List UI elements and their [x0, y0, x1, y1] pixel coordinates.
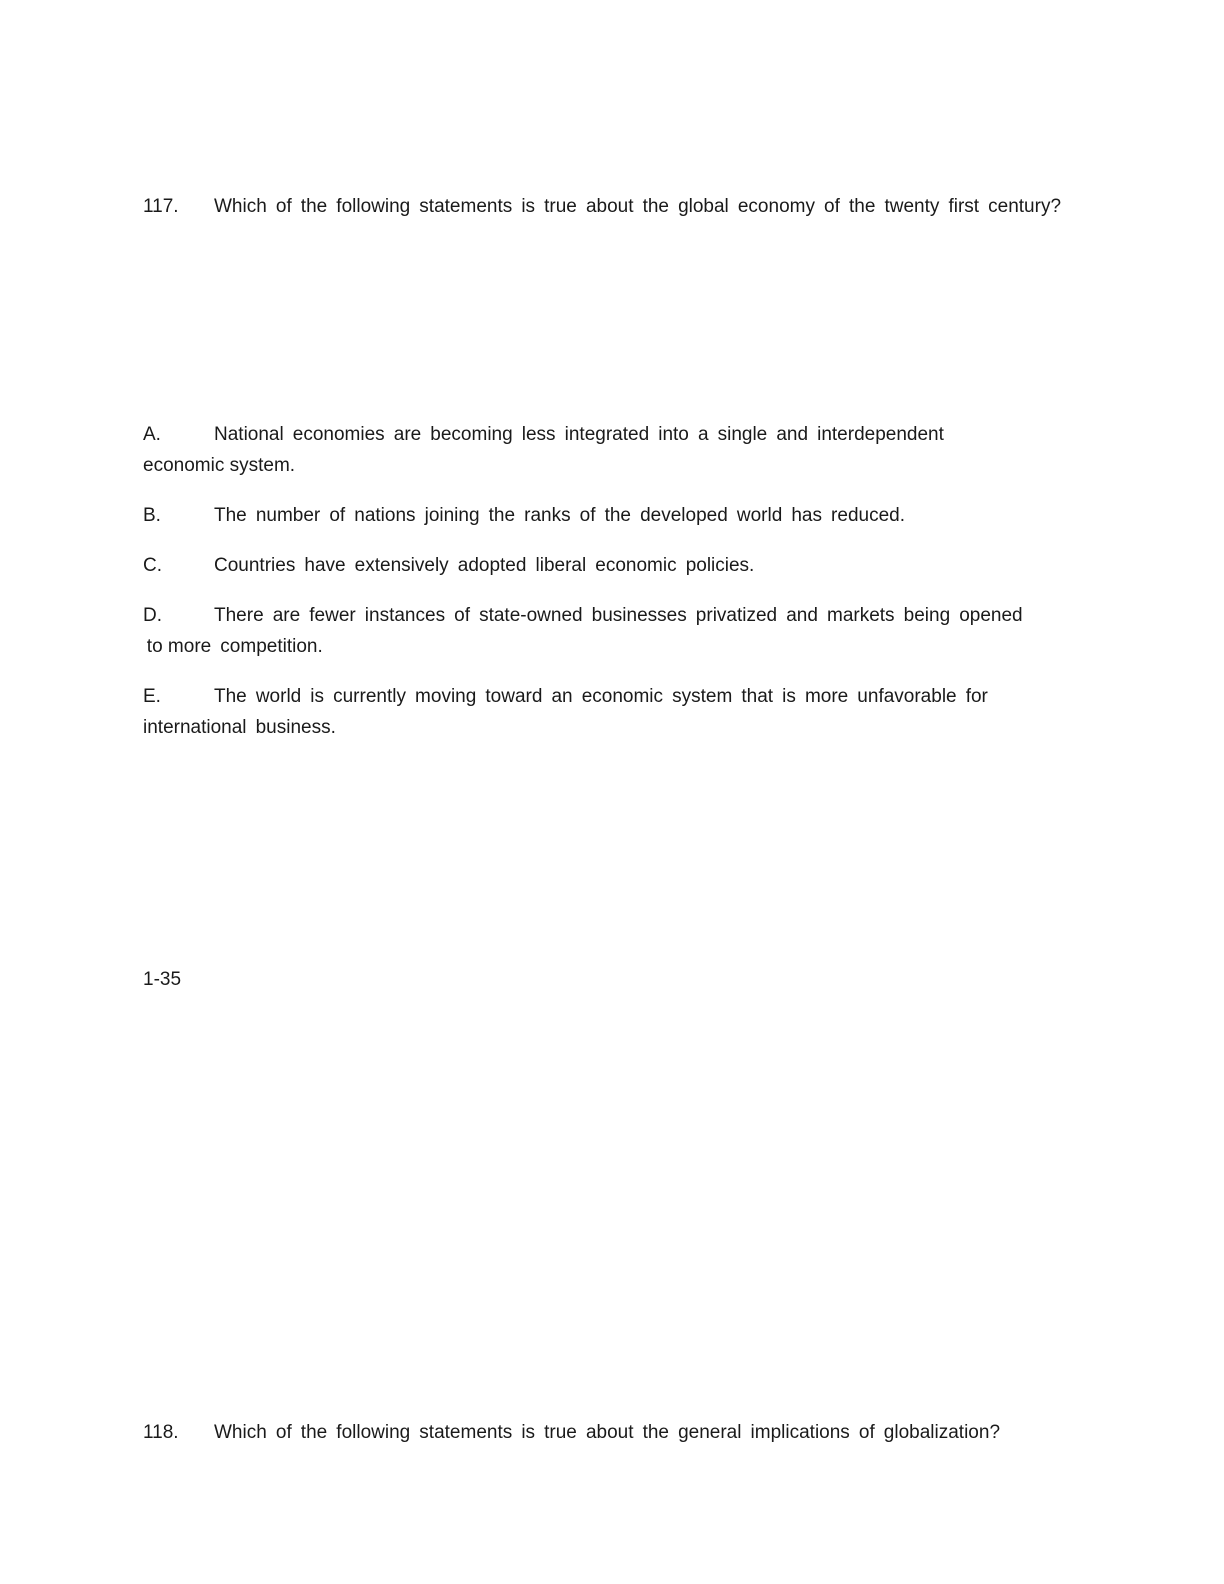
option-text: There are fewer instances of state-owned businesses privatized and markets being opened to more competition. [143, 605, 1023, 657]
option-text: The number of nations joining the ranks of the developed world has reduced. [214, 505, 905, 526]
option-letter: B. [143, 505, 161, 526]
option-letter: E. [143, 686, 161, 707]
option-d [143, 600, 1023, 662]
question-118 [143, 1420, 1083, 1446]
option-text: The world is currently moving toward an economic system that is more unfavorable for international business. [143, 686, 988, 738]
question-number: 118. [143, 1422, 179, 1443]
option-letter: C. [143, 555, 162, 576]
option-b [143, 500, 1023, 531]
option-text: National economies are becoming less integrated into a single and interdependent economic system. [143, 424, 953, 476]
option-a [143, 419, 1023, 481]
question-text: Which of the following statements is true about the general implications of globalization? [214, 1422, 1001, 1443]
option-c [143, 550, 1023, 581]
question-117 [143, 194, 1083, 220]
question-text: Which of the following statements is true about the global economy of the twenty first century? [214, 196, 1062, 217]
question-number: 117. [143, 196, 179, 217]
page-number: 1-35 [143, 969, 182, 990]
option-letter: D. [143, 605, 162, 626]
option-text: Countries have extensively adopted liberal economic policies. [214, 555, 755, 576]
option-e [143, 681, 1023, 743]
option-letter: A. [143, 424, 161, 445]
